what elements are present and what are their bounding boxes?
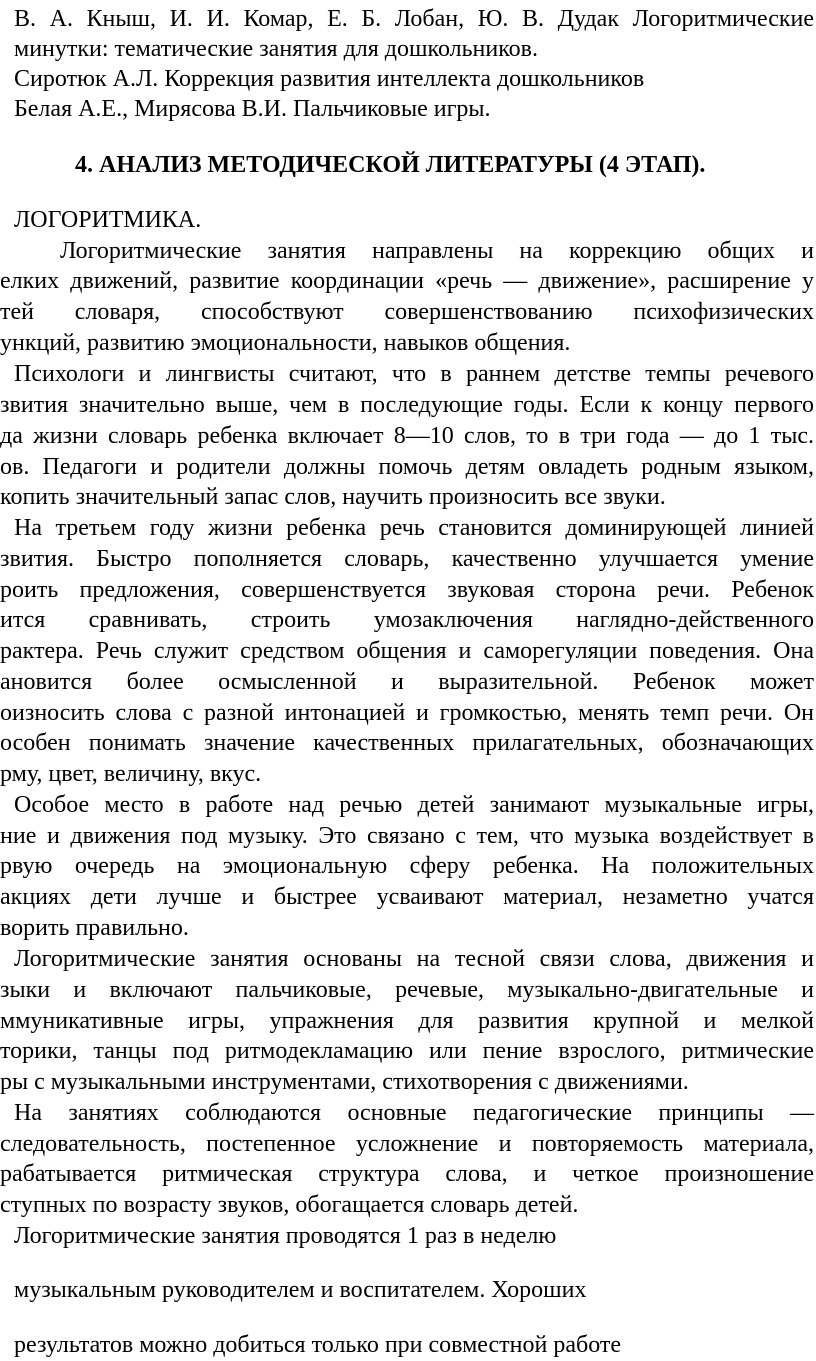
body-line: ится сравнивать, строить умозаключения наглядно-действенного (0, 607, 814, 633)
body-line: ммуникативные игры, упражнения для развития крупной и мелкой (0, 1008, 814, 1034)
body-line: Логоритмические занятия проводятся 1 раз в неделю (14, 1223, 557, 1249)
body-line: ворить правильно. (0, 915, 189, 941)
body-line: копить значительный запас слов, научить произносить все звуки. (0, 484, 666, 510)
body-line: музыкальным руководителем и воспитателем. Хороших (14, 1277, 587, 1303)
body-line: особен понимать значение качественных прилагательных, обозначающих (0, 730, 814, 756)
body-line: На занятиях соблюдаются основные педагогические принципы — (14, 1100, 814, 1126)
body-line: ступных по возрасту звуков, обогащается словарь детей. (0, 1192, 579, 1218)
body-line: ановится более осмысленной и выразительной. Ребенок может (0, 669, 814, 695)
body-line: да жизни словарь ребенка включает 8—10 слов, то в три года — до 1 тыс. (0, 423, 814, 449)
body-line: рактера. Речь служит средством общения и саморегуляции поведения. Она (0, 638, 814, 664)
body-line: рвую очередь на эмоциональную сферу ребенка. На положительных (0, 853, 814, 879)
body-line: ов. Педагоги и родители должны помочь детям овладеть родным языком, (0, 454, 814, 480)
reference-1-cont: минутки: тематические занятия для дошкольников. (14, 36, 539, 62)
body-line: ункций, развитию эмоциональности, навыков общения. (0, 330, 571, 356)
body-line: роить предложения, совершенствуется звуковая сторона речи. Ребенок (0, 577, 814, 603)
body-line: зыки и включают пальчиковые, речевые, музыкально-двигательные и (0, 977, 814, 1003)
body-line: Логоритмические занятия направлены на коррекцию общих и (60, 238, 814, 264)
body-line: следовательность, постепенное усложнение и повторяемость материала, (0, 1131, 814, 1157)
body-line: торики, танцы под ритмодекламацию или пение взрослого, ритмические (0, 1038, 814, 1064)
reference-2: Сиротюк А.Л. Коррекция развития интеллекта дошкольников (14, 66, 645, 92)
body-line: елких движений, развитие координации «речь — движение», расширение у (0, 268, 814, 294)
body-line: Особое место в работе над речью детей занимают музыкальные игры, (14, 792, 814, 818)
body-line: рму, цвет, величину, вкус. (0, 761, 262, 787)
body-line: ры с музыкальными инструментами, стихотворения с движениями. (0, 1069, 689, 1095)
body-line: На третьем году жизни ребенка речь становится доминирующей линией (14, 515, 814, 541)
body-line: звития значительно выше, чем в последующие годы. Если к концу первого (0, 392, 814, 418)
body-line: рабатывается ритмическая структура слова, и четкое произношение (0, 1161, 814, 1187)
body-line: акциях дети лучше и быстрее усваивают материал, незаметно учатся (0, 884, 814, 910)
reference-1: В. А. Кныш, И. И. Комар, Е. Б. Лобан, Ю. В. Дудак Логоритмические (14, 6, 814, 32)
body-line: ние и движения под музыку. Это связано с тем, что музыка воздействует в (0, 823, 814, 849)
subheading: ЛОГОРИТМИКА. (14, 207, 202, 233)
body-line: оизносить слова с разной интонацией и громкостью, менять темп речи. Он (0, 700, 814, 726)
body-line: Психологи и лингвисты считают, что в раннем детстве темпы речевого (14, 361, 814, 387)
body-line: Логоритмические занятия основаны на тесной связи слова, движения и (14, 946, 814, 972)
body-line: тей словаря, способствуют совершенствованию психофизических (0, 299, 814, 325)
reference-3: Белая А.Е., Мирясова В.И. Пальчиковые игры. (14, 96, 491, 122)
section-heading: 4. АНАЛИЗ МЕТОДИЧЕСКОЙ ЛИТЕРАТУРЫ (4 ЭТАП). (75, 152, 706, 178)
body-line: звития. Быстро пополняется словарь, качественно улучшается умение (0, 546, 814, 572)
body-line: результатов можно добиться только при совместной работе (14, 1332, 622, 1358)
